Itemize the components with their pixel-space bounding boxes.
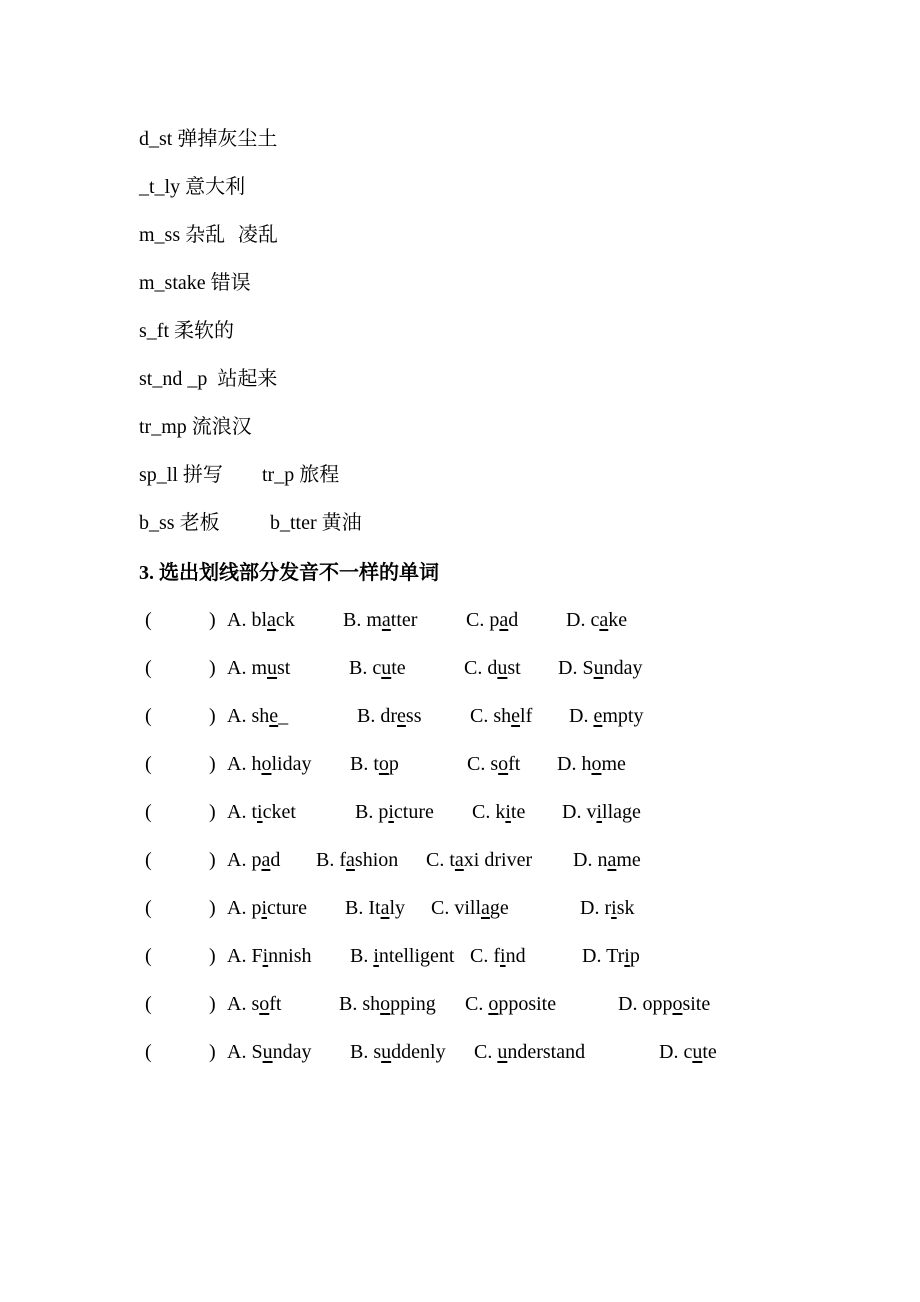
option-text: st [277,657,291,679]
option-text: me [616,849,641,871]
underlined-letter: i [261,897,268,919]
option-c [470,942,526,970]
option-c [431,894,509,922]
vocab-meaning: 意大利 [185,174,246,198]
option-text: ge [489,897,509,919]
option-text: k [495,801,506,823]
question-row [139,846,839,874]
vocab-line [139,268,251,297]
answer-blank-close: ) [209,801,216,823]
underlined-letter: u [692,1041,703,1063]
question-row [139,894,839,922]
option-text: p [629,945,640,967]
answer-blank-close: ) [209,897,216,919]
vocab-word: sp_ll [139,464,178,486]
option-text: B. [350,1041,374,1063]
underlined-letter: o [378,753,389,775]
option-c [426,846,532,874]
option-text: C. [431,897,455,919]
answer-blank-open: ( [145,609,152,631]
underlined-letter: a [267,609,276,631]
option-text: A. [227,705,252,727]
vocab-line [139,364,277,393]
option-text: A. [227,945,252,967]
option-text: ntelligent [378,945,455,967]
option-c [472,798,525,826]
option-text: C. [464,657,488,679]
option-text: pposite [498,993,557,1015]
option-text: p [378,801,389,823]
option-text: c [683,1041,693,1063]
option-text: F [251,945,263,967]
option-d [582,942,640,970]
option-text: C. [467,753,491,775]
underlined-letter: e [511,705,521,727]
option-text: B. [345,897,369,919]
option-text: pping [390,993,436,1015]
option-b [355,798,434,826]
option-text: n [597,849,608,871]
option-b [350,1038,446,1066]
option-text: nderstand [507,1041,586,1063]
option-text: cture [393,801,434,823]
option-text: C. [465,993,489,1015]
question-row [139,606,839,634]
option-text: p [489,609,500,631]
option-text: t [251,801,258,823]
underlined-letter: o [591,753,602,775]
underlined-letter: u [497,1041,508,1063]
answer-blank-close: ) [209,993,216,1015]
underlined-letter: i [373,945,379,967]
question-row [139,942,839,970]
option-text: d [487,657,498,679]
option-text: d [508,609,519,631]
option-b [350,942,454,970]
vocab-word: _t_ly [139,176,181,198]
underlined-letter: a [346,849,355,871]
vocab-line [139,508,362,537]
option-text: st [507,657,521,679]
underlined-letter: i [262,945,269,967]
option-text: t [373,753,379,775]
option-text: nday [272,1041,312,1063]
option-text: p [251,849,262,871]
option-text: d [270,849,281,871]
underlined-letter: i [596,801,603,823]
option-b [345,894,405,922]
option-text: h [251,753,262,775]
option-d [562,798,641,826]
option-text: ft [269,993,282,1015]
option-text: c [372,657,382,679]
underlined-letter: o [380,993,391,1015]
option-text: s [251,993,260,1015]
option-c [474,1038,585,1066]
option-d [573,846,641,874]
underlined-letter: a [607,849,617,871]
option-text: A. [227,657,252,679]
option-text: A. [227,849,252,871]
option-text: lf [520,705,533,727]
underlined-letter: a [381,609,391,631]
option-text: sk [616,897,635,919]
vocab-word: s_ft [139,320,169,342]
question-row [139,1038,839,1066]
option-text: te [391,657,406,679]
underlined-letter: u [593,657,604,679]
option-a [227,1038,311,1066]
option-d [618,990,710,1018]
underlined-letter: a [380,897,390,919]
option-text: llage [602,801,641,823]
option-text: C. [470,705,494,727]
vocab-word: b_ss [139,512,175,534]
option-text: c [590,609,600,631]
vocab-word: m_ss [139,224,181,246]
option-text: bl [251,609,268,631]
option-d [566,606,627,634]
option-text: C. [472,801,496,823]
underlined-letter: e [397,705,406,727]
option-text: m [251,657,268,679]
option-text: p [251,897,262,919]
option-b [316,846,398,874]
answer-blank-close: ) [209,609,216,631]
option-text: sh [493,705,512,727]
option-b [349,654,406,682]
option-text: cture [267,897,307,919]
underlined-letter: i [500,945,506,967]
answer-blank-open: ( [145,657,152,679]
option-text: D. [580,897,605,919]
underlined-letter: o [259,993,270,1015]
option-text: S [582,657,594,679]
vocab-meaning: 站起来 [217,366,278,390]
underlined-letter: u [262,1041,273,1063]
underlined-letter: a [481,897,490,919]
vocab-word: st_nd _p [139,368,208,390]
option-text: sh [362,993,381,1015]
underlined-letter: a [261,849,271,871]
option-text: sh [251,705,270,727]
option-b [357,702,421,730]
option-a [227,702,288,730]
vocab-line [139,316,234,345]
option-text: site [682,993,711,1015]
option-text: r [604,897,612,919]
option-text: ddenly [391,1041,446,1063]
option-text: D. [582,945,607,967]
vocab-meaning: 错误 [210,270,251,294]
option-text: D. [573,849,598,871]
underlined-letter: i [505,801,511,823]
underlined-letter: o [488,993,499,1015]
option-text: C. [474,1041,498,1063]
option-text: ss [405,705,422,727]
option-text: vill [454,897,482,919]
option-text: dr [380,705,398,727]
underlined-letter: i [624,945,630,967]
option-text: C. [426,849,450,871]
underlined-letter: a [499,609,509,631]
vocab-meaning: 杂乱 凌乱 [185,222,278,246]
option-c [466,606,518,634]
vocab-meaning: 弹掉灰尘土 [177,126,278,150]
answer-blank-close: ) [209,753,216,775]
vocab-line [139,412,252,441]
option-text: xi driver [463,849,533,871]
option-text: B. [349,657,373,679]
option-text: D. [558,657,583,679]
underlined-letter: o [261,753,272,775]
vocab-line [139,172,245,201]
option-text: nd [505,945,526,967]
option-text: te [510,801,526,823]
answer-blank-open: ( [145,705,152,727]
answer-blank-close: ) [209,705,216,727]
question-row [139,798,839,826]
option-c [464,654,521,682]
answer-blank-open: ( [145,945,152,967]
option-a [227,798,296,826]
vocab-meaning: 老板 [179,510,220,534]
option-text: m [366,609,382,631]
option-text: ck [275,609,295,631]
vocab-meaning: 柔软的 [174,318,234,342]
option-b [343,606,417,634]
option-d [659,1038,717,1066]
vocab-meaning: 黄油 [321,510,362,534]
option-text: D. [562,801,587,823]
answer-blank-open: ( [145,801,152,823]
option-text: h [581,753,592,775]
vocab-word: b_tter [270,512,317,534]
answer-blank-open: ( [145,849,152,871]
answer-blank-close: ) [209,945,216,967]
option-a [227,990,281,1018]
answer-blank-open: ( [145,753,152,775]
underlined-letter: u [497,657,508,679]
underlined-letter: u [267,657,278,679]
section-heading: 3. 选出划线部分发音不一样的单词 [139,560,439,584]
option-text: C. [466,609,490,631]
underlined-letter: u [381,657,392,679]
option-text: It [368,897,381,919]
question-row [139,702,839,730]
option-a [227,654,290,682]
option-d [557,750,626,778]
option-text: D. [659,1041,684,1063]
option-text: s [490,753,499,775]
vocab-meaning: 流浪汉 [191,414,252,438]
option-text: _ [278,705,289,727]
option-a [227,606,295,634]
option-text: opp [642,993,673,1015]
answer-blank-open: ( [145,993,152,1015]
option-a [227,894,307,922]
underlined-letter: e [269,705,279,727]
underlined-letter: o [672,993,683,1015]
vocab-word: tr_p [262,464,295,486]
option-a [227,846,280,874]
option-a [227,750,311,778]
option-text: B. [357,705,381,727]
option-text: liday [271,753,312,775]
option-text: Tr [606,945,625,967]
option-text: s [373,1041,382,1063]
option-d [580,894,634,922]
answer-blank-close: ) [209,1041,216,1063]
answer-blank-close: ) [209,657,216,679]
option-text: D. [557,753,582,775]
vocab-word: m_stake [139,272,206,294]
underlined-letter: o [498,753,509,775]
option-text: B. [355,801,379,823]
option-text: A. [227,753,252,775]
answer-blank-open: ( [145,897,152,919]
vocab-word: d_st [139,128,173,150]
underlined-letter: a [599,609,609,631]
vocab-word: tr_mp [139,416,187,438]
option-d [569,702,643,730]
option-text: B. [350,945,374,967]
option-text: f [493,945,501,967]
option-b [350,750,399,778]
underlined-letter: i [388,801,394,823]
option-text: ke [608,609,628,631]
vocab-line [139,124,277,153]
option-text: p [388,753,399,775]
option-text: tter [390,609,418,631]
answer-blank-close: ) [209,849,216,871]
underlined-letter: i [257,801,263,823]
answer-blank-open: ( [145,1041,152,1063]
option-c [467,750,520,778]
option-text: D. [618,993,643,1015]
option-text: te [702,1041,717,1063]
option-text: ly [389,897,406,919]
option-text: mpty [602,705,644,727]
option-text: B. [350,753,374,775]
question-row [139,990,839,1018]
option-b [339,990,436,1018]
option-text: D. [566,609,591,631]
option-text: D. [569,705,594,727]
option-d [558,654,642,682]
option-text: me [601,753,626,775]
option-text: A. [227,609,252,631]
option-text: nnish [268,945,312,967]
option-c [465,990,556,1018]
option-text: cket [262,801,296,823]
option-c [470,702,532,730]
option-text: v [586,801,597,823]
underlined-letter: u [381,1041,392,1063]
option-text: A. [227,897,252,919]
vocab-line [139,460,340,489]
option-text: t [449,849,455,871]
vocab-meaning: 拼写 [182,462,223,486]
underlined-letter: e [593,705,603,727]
question-row [139,654,839,682]
vocab-meaning: 旅程 [299,462,340,486]
option-a [227,942,311,970]
option-text: A. [227,1041,252,1063]
option-text: C. [470,945,494,967]
option-text: f [339,849,347,871]
underlined-letter: a [454,849,464,871]
option-text: A. [227,801,252,823]
option-text: S [251,1041,263,1063]
question-row [139,750,839,778]
option-text: shion [354,849,399,871]
option-text: nday [603,657,643,679]
vocab-line [139,220,278,249]
option-text: ft [508,753,521,775]
option-text: B. [343,609,367,631]
option-text: A. [227,993,252,1015]
underlined-letter: i [611,897,617,919]
option-text: B. [339,993,363,1015]
option-text: B. [316,849,340,871]
